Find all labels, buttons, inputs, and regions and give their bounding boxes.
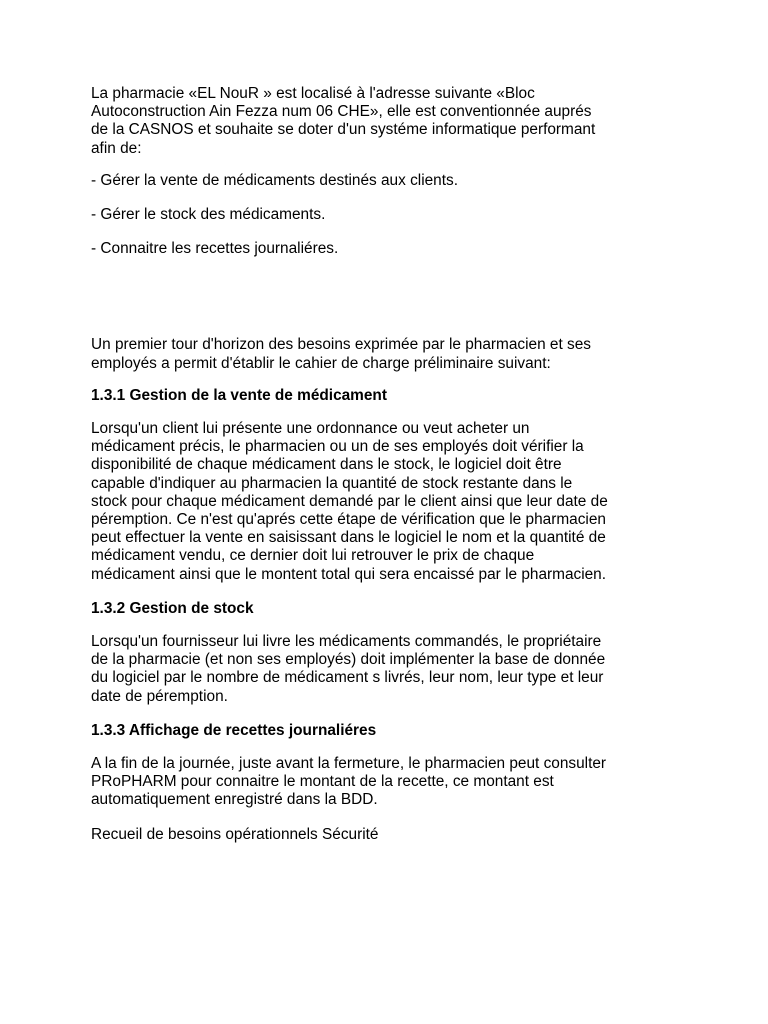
section-heading: 1.3.2 Gestion de stock bbox=[91, 599, 254, 617]
section-body: A la fin de la journée, juste avant la fermeture, le pharmacien peut consulter PRoPHARM pour connaitre le montant de la recette, ce montant est automatiquement enregistré dans la BDD. bbox=[91, 755, 607, 809]
section-body: Lorsqu'un fournisseur lui livre les médicaments commandés, le propriétaire de la pharmacie (et non ses employés) doit implémenter la base de donnée du logiciel par le nombre de médicament s livrés, leur nom, leur type et leur date de péremption. bbox=[91, 633, 606, 705]
bullet-item: - Gérer le stock des médicaments. bbox=[91, 206, 326, 224]
intro-paragraph: La pharmacie «EL NouR » est localisé à l'adresse suivante «Bloc Autoconstruction Ain Fezza num 06 CHE», elle est conventionnée auprés de la CASNOS et souhaite se doter d'un systéme informatique performant afin de: bbox=[91, 85, 596, 157]
document-page bbox=[91, 85, 691, 844]
section-body: Lorsqu'un client lui présente une ordonnance ou veut acheter un médicament précis, le pharmacien ou un de ses employés doit vérifier la disponibilité de chaque médicament dans le stock, le logiciel doit être capable d'indiquer au pharmacien la quantité de stock restante dans le stock pour chaque médicament demandé par le client ainsi que leur date de péremption. Ce n'est qu'aprés cette étape de vérification que le pharmacien peut effectuer la vente en saisissant dans le logiciel le nom et la quantité de médicament vendu, ce dernier doit lui retrouver le prix de chaque médicament ainsi que le montent total qui sera encaissé par le pharmacien. bbox=[91, 420, 608, 583]
bullet-item: - Connaitre les recettes journaliéres. bbox=[91, 240, 339, 258]
lead-paragraph: Un premier tour d'horizon des besoins exprimée par le pharmacien et ses employés a permit d'établir le cahier de charge préliminaire suivant: bbox=[91, 336, 591, 372]
footer-line: Recueil de besoins opérationnels Sécurité bbox=[91, 825, 379, 843]
bullet-item: - Gérer la vente de médicaments destinés aux clients. bbox=[91, 171, 458, 189]
section-heading: 1.3.3 Affichage de recettes journaliéres bbox=[91, 721, 377, 739]
section-heading: 1.3.1 Gestion de la vente de médicament bbox=[91, 386, 387, 404]
